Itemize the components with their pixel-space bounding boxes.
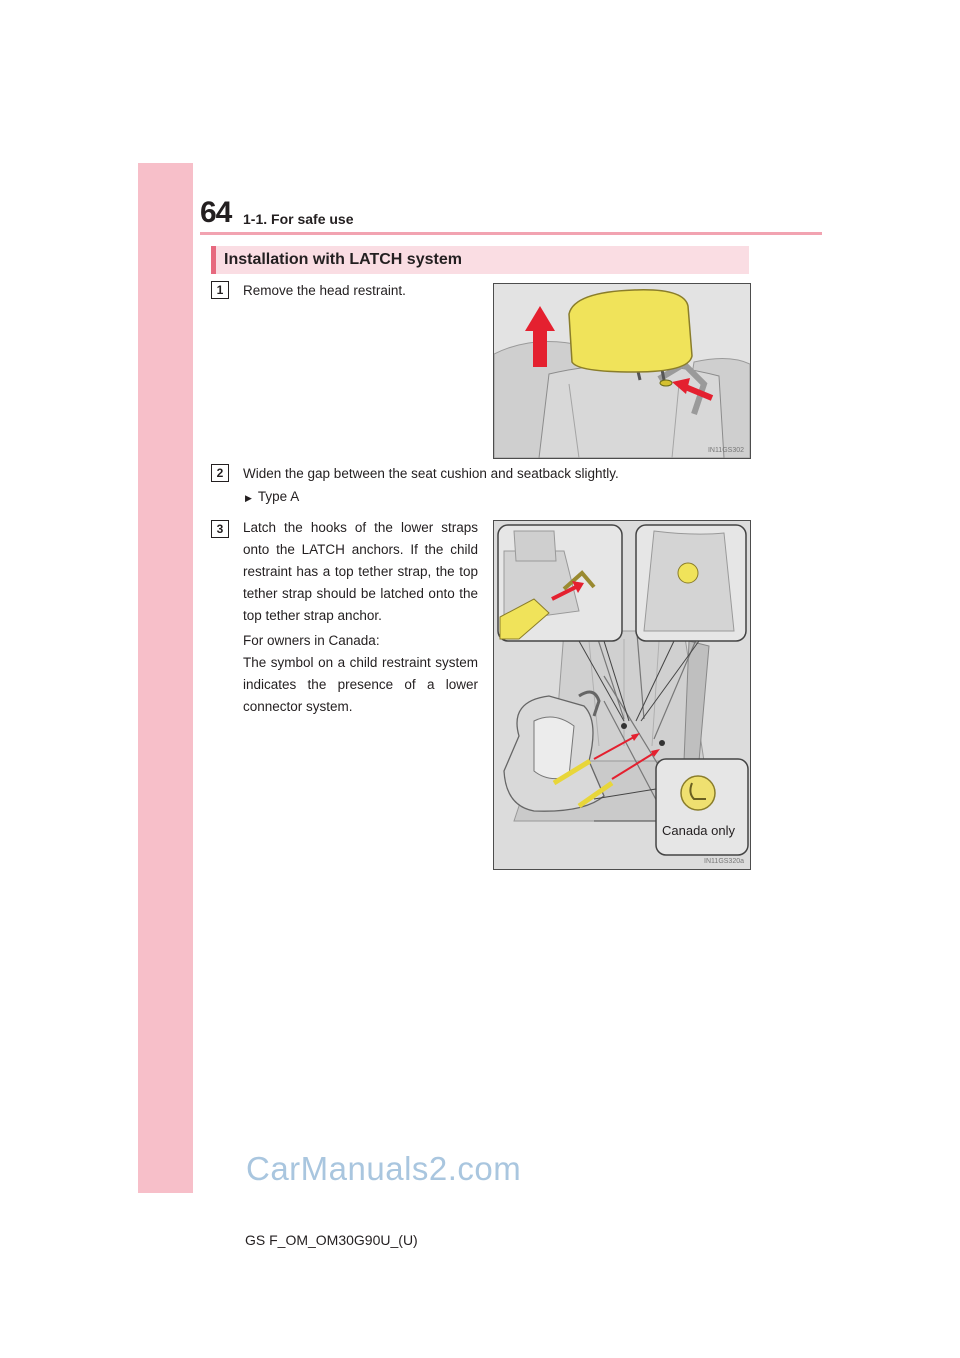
step-number-3: 3 [211,520,229,538]
step-2-text: Widen the gap between the seat cushion and seatback slightly. [243,466,619,481]
canada-only-label: Canada only [662,823,735,838]
section-title: 1-1. For safe use [243,211,354,227]
canada-note-title: For owners in Canada: [243,633,380,648]
latch-installation-illustration [494,521,750,869]
lower-anchor-symbol-icon [678,563,698,583]
step-number-2: 2 [211,464,229,482]
figure-code-2: IN11GS320a [704,858,744,865]
side-band [138,163,193,1193]
heading-text: Installation with LATCH system [224,251,462,268]
canada-note-text: The symbol on a child restraint system indicates the presence of a lower connector system. [243,655,478,714]
head-restraint-illustration [494,284,750,458]
figure-code-1: IN11GS302 [707,447,744,454]
watermark: CarManuals2.com [246,1150,522,1187]
step-3-text: Latch the hooks of the lower straps onto the LATCH anchors. If the child restraint has a top tether strap, the top tether strap should be latched onto the top tether strap anchor. [243,520,478,623]
footer-code: GS F_OM_OM30G90U_(U) [245,1232,418,1248]
section-heading [211,246,749,274]
type-label-text: Type A [257,489,300,504]
figure-latch-anchors [493,520,751,870]
inset-anchor-closeup [498,525,622,641]
step-number-1: 1 [211,281,229,299]
inset-symbol-closeup [636,525,746,641]
type-label [245,489,299,504]
heading-accent [211,246,216,274]
step-1-text: Remove the head restraint. [243,283,406,298]
page-number: 64 [200,196,232,229]
header-rule [200,232,822,235]
triangle-bullet-icon: ▶ [245,493,252,503]
figure-head-restraint [493,283,751,459]
child-seat-symbol-icon [681,776,715,810]
